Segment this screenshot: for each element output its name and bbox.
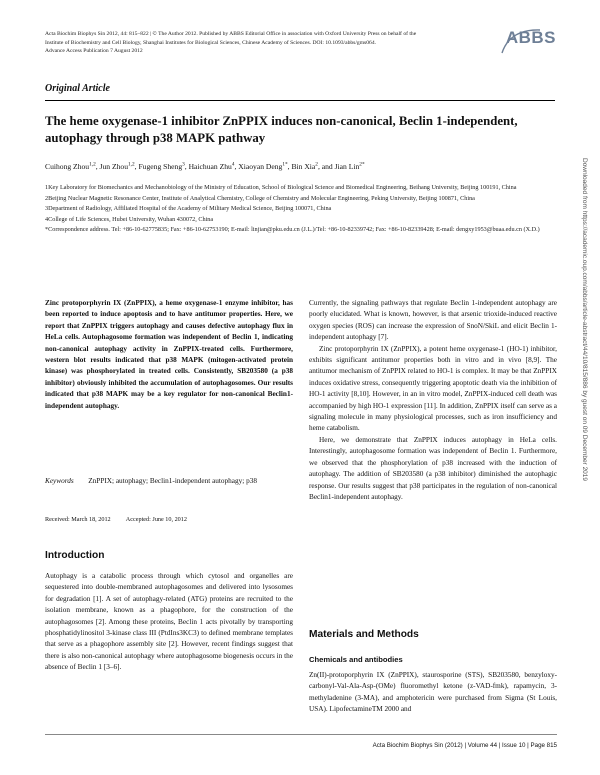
accepted-date: Accepted: June 10, 2012 (125, 516, 187, 523)
header-line-1: Acta Biochim Biophys Sin 2012, 44: 815–822 | © The Author 2012. Published by ABBS Editorial Office in association with Oxford University Press on behalf of the (45, 31, 417, 37)
keywords-label: Keywords (45, 477, 74, 485)
logo-text: ABBS (505, 28, 556, 47)
page-footer: Acta Biochim Biophys Sin (2012) | Volume 44 | Issue 10 | Page 815 (372, 742, 557, 749)
download-note: Downloaded from https://academic.oup.com/abbs/article-abstract/44/10/815/886 by guest on 09 December 2019 (581, 158, 588, 482)
affiliation-4: 4College of Life Sciences, Hubei University, Wuhan 430072, China (45, 215, 214, 223)
intro-heading: Introduction (45, 550, 105, 561)
journal-header (45, 30, 435, 56)
correspondence: *Correspondence address. Tel: +86-10-62775835; Fax: +86-10-62753190; E-mail: linjian@pku.edu.cn (J.L.)/Tel: +86-10-82339742; Fax: +86-10-82339428; E-mail: dengxy1953@buaa.edu.cn (X.D.) (45, 226, 540, 234)
paragraph-2: Zinc protoporphyrin IX (ZnPPIX), a potent heme oxygenase-1 (HO-1) inhibitor, exhibits significant antitumor properties both in vitro and in vivo [8,9]. The antitumor mechanism of ZnPPIX related to HO-1 is complex. It may be that ZnPPIX induces oxidative stress, consequently triggering apoptotic death via the inhibition of HO-1 activity [8,10]. However, in an in vitro model, ZnPPIX-induced cell death was accompanied by high HO-1 expression [11]. In addition, ZnPPIX itself can serve as a signaling molecule in many physiological processes, such as iron insufficiency and heme catabolism. (309, 344, 557, 433)
keywords-text: ZnPPIX; autophagy; Beclin1-independent autophagy; p38 (88, 477, 257, 485)
affiliation-2: 2Beijing Nuclear Magnetic Resonance Center, Institute of Analytical Chemistry, College of Chemistry and Molecular Engineering, Peking University, Beijing 100871, China (45, 194, 475, 202)
abstract (45, 298, 293, 412)
author-list: Cuihong Zhou$^{1,2}$, Jun Zhou$^{1,2}$, Fugeng Sheng$^3$, Haichuan Zhu$^4$, Xiaoyan Deng$^{1*}$, Bin Xia$^2$, and Jian Lin$^{2*}$ (45, 161, 365, 171)
affiliations (45, 183, 555, 236)
header-line-2: Institute of Biochemistry and Cell Biology, Shanghai Institutes for Biological Sciences, Chinese Academy of Sciences. DOI: 10.1093/abbs/gms064. (45, 39, 377, 46)
chemicals-text: Zn(II)-protoporphyrin IX (ZnPPIX), staurosporine (STS), SB203580, benzyloxy-carbonyl-Val-Ala-Asp-(OMe) fluoromethyl ketone (z-VAD-fmk), rapamycin, 3-methyladenine (3-MA), and amphotericin were purchased from Sigma (St Louis, USA). LipofectamineTM 2000 and (309, 671, 557, 714)
received-date: Received: March 18, 2012 (45, 516, 111, 523)
chemicals-heading: Chemicals and antibodies (309, 655, 403, 664)
paragraph-3: Here, we demonstrate that ZnPPIX induces autophagy in HeLa cells. Interestingly, autophagosome formation was independent of Beclin 1. Furthermore, we observed that the phosphorylation of p38 increased with the induction of autophagy. The addition of SB203580 (a p38 inhibitor) diminished the autophagic response. Our results suggest that p38 participates in the regulation of non-canonical Beclin1-independent autophagy. (309, 435, 557, 501)
download-sidebar (574, 158, 588, 598)
abbs-logo (500, 27, 560, 55)
paragraph-1: Currently, the signaling pathways that regulate Beclin 1-independent autophagy are poorly elucidated. What is known, however, is that arsenic trioxide-induced reactive oxygen species (ROS) can increase the expression of SnoN/SkiL and elicit Beclin 1-independent autophagy [7]. (309, 299, 557, 342)
header-divider (45, 100, 555, 101)
footer-divider (45, 734, 557, 735)
affiliation-3: 3Department of Radiology, Affiliated Hospital of the Academy of Military Medical Science, Beijing 100071, China (45, 205, 332, 213)
intro-section (45, 571, 293, 674)
keywords (45, 476, 293, 487)
chemicals-section (309, 670, 557, 716)
section-label: Original Article (45, 83, 110, 94)
header-line-3: Advance Access Publication 7 August 2012 (45, 48, 143, 55)
right-column-intro (309, 298, 557, 503)
abstract-text: Zinc protoporphyrin IX (ZnPPIX), a heme oxygenase-1 enzyme inhibitor, has been reported to induce apoptosis and to have antitumor properties. Here, we report that ZnPPIX triggers autophagy and causes defective autophagy flux in HeLa cells. Autophagosome formation was independent of Beclin 1, indicating non-canonical autophagy activity in ZnPPIX-treated cells. Furthermore, western blot results indicated that p38 MAPK (mitogen-activated protein kinase) was phosphorylated in treated cells. Consistently, SB203580 (a p38 inhibitor) obviously inhibited the accumulation of autophagosomes. Our results indicated that p38 MAPK may be a key regulator for non-canonical Beclin1-independent autophagy. (45, 299, 293, 410)
affiliation-1: 1Key Laboratory for Biomechanics and Mechanobiology of the Ministry of Education, School of Biological Science and Biomedical Engineering, Beihang University, Beijing 100191, China (45, 184, 517, 191)
article-title: The heme oxygenase-1 inhibitor ZnPPIX induces non-canonical, Beclin 1-independent, autophagy through p38 MAPK pathway (45, 114, 518, 145)
intro-text: Autophagy is a catabolic process through which cytosol and organelles are sequestered into double-membraned autophagosomes and delivered into lysosomes for degradation [1]. A set of autophagy-related (ATG) proteins are recruited to the isolation membrane, known as a phagophore, for the construction of the autophagosomes [2]. Among these proteins, Beclin 1 acts pivotally by transporting phosphatidylinositol 3-kinase class III (PtdIns3KC3) to defined membrane templates that serve as a phagophore assembly site [2]. However, recent findings suggest that there is also non-canonical autophagy where autophagosome biogenesis occurs in the absence of Beclin 1 [3–6]. (45, 572, 293, 672)
methods-heading: Materials and Methods (309, 629, 419, 640)
dates (45, 516, 293, 523)
